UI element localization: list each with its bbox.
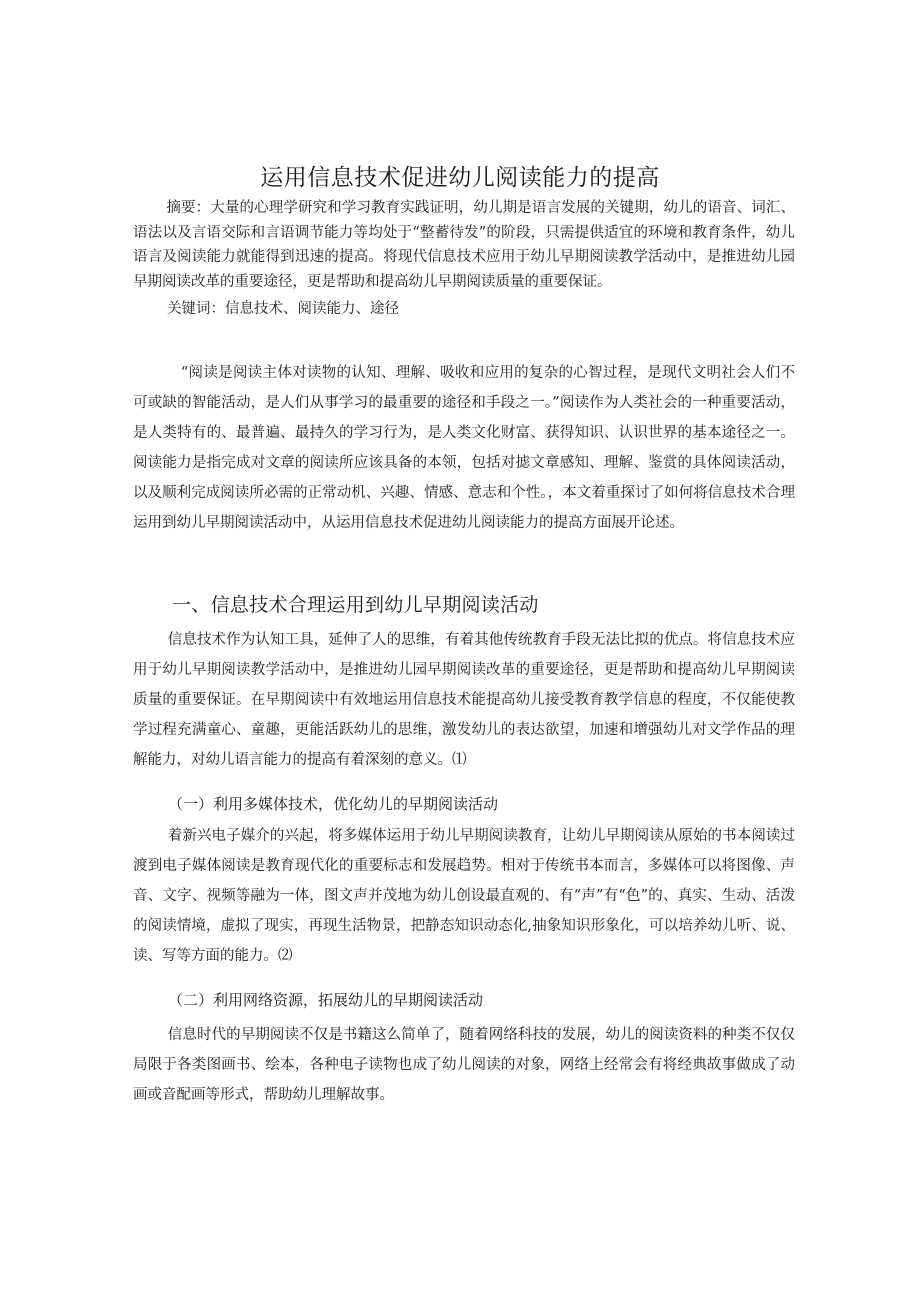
keywords-line: 关键词：信息技术、阅读能力、途径 <box>167 301 399 317</box>
subsection2-paragraph: 信息时代的早期阅读不仅是书籍这么简单了，随着网络科技的发展，幼儿的阅读资料的种类不仅仅局限于各类图画书、绘本，各种电子读物也成了幼儿阅读的对象，网络上经常会有将经典故事做成了动画或音配画等形式，帮助幼儿理解故事。 <box>133 1027 795 1103</box>
subsection1-paragraph: 着新兴电子媒介的兴起，将多媒体运用于幼儿早期阅读教育，让幼儿早期阅读从原始的书本阅读过渡到电子媒体阅读是教育现代化的重要标志和发展趋势。相对于传统书本而言，多媒体可以将图像、声音、文字、视频等融为一体，图文声并茂地为幼儿创设最直观的、有“声”有“色”的、真实、生动、活泼的阅读情境，虚拟了现实，再现生活物景，把静态知识动态化,抽象知识形象化，可以培养幼儿听、说、读、写等方面的能力。⑵ <box>133 828 795 964</box>
subsection-heading-2: （二）利用网络资源，拓展幼儿的早期阅读活动 <box>168 991 484 1009</box>
abstract-paragraph: 摘要：大量的心理学研究和学习教育实践证明，幼儿期是语言发展的关键期，幼儿的语音、词汇、语法以及言语交际和言语调节能力等均处于“整蓄待发”的阶段，只需提供适宜的环境和教育条件，幼儿语言及阅读能力就能得到迅速的提高。将现代信息技术应用于幼儿早期阅读教学活动中，是推进幼儿园早期阅读改革的重要途径，更是帮助和提高幼儿早期阅读质量的重要保证。 <box>133 200 795 290</box>
section1-paragraph: 信息技术作为认知工具，延伸了人的思维，有着其他传统教育手段无法比拟的优点。将信息技术应用于幼儿早期阅读教学活动中，是推进幼儿园早期阅读改革的重要途径，更是帮助和提高幼儿早期阅读质量的重要保证。在早期阅读中有效地运用信息技术能提高幼儿接受教育教学信息的程度，不仅能使教学过程充满童心、童趣，更能活跃幼儿的思维，激发幼儿的表达欲望，加速和增强幼儿对文学作品的理解能力，对幼儿语言能力的提高有着深刻的意义。⑴ <box>133 632 795 768</box>
page-title: 运用信息技术促进幼儿阅读能力的提高 <box>260 165 660 191</box>
subsection-heading-1: （一）利用多媒体技术，优化幼儿的早期阅读活动 <box>168 795 499 813</box>
intro-paragraph: “阅读是阅读主体对读物的认知、理解、吸收和应用的复杂的心智过程，是现代文明社会人们不可或缺的智能活动，是人们从事学习的最重要的途径和手段之一。”阅读作为人类社会的一种重要活动，是人类特有的、最普遍、最持久的学习行为，是人类文化财富、获得知识、认识世界的基本途径之一。阅读能力是指完成对文章的阅读所应该具备的本领，包括对摅文章感知、理解、鉴赏的具体阅读活动，以及顺利完成阅读所必需的正常动机、兴趣、情感、意志和个性。，本文着重探讨了如何将信息技术合理运用到幼儿早期阅读活动中，从运用信息技术促进幼儿阅读能力的提高方面展开论述。 <box>133 365 795 531</box>
section-heading-1: 一、信息技术合理运用到幼儿早期阅读活动 <box>172 594 539 616</box>
